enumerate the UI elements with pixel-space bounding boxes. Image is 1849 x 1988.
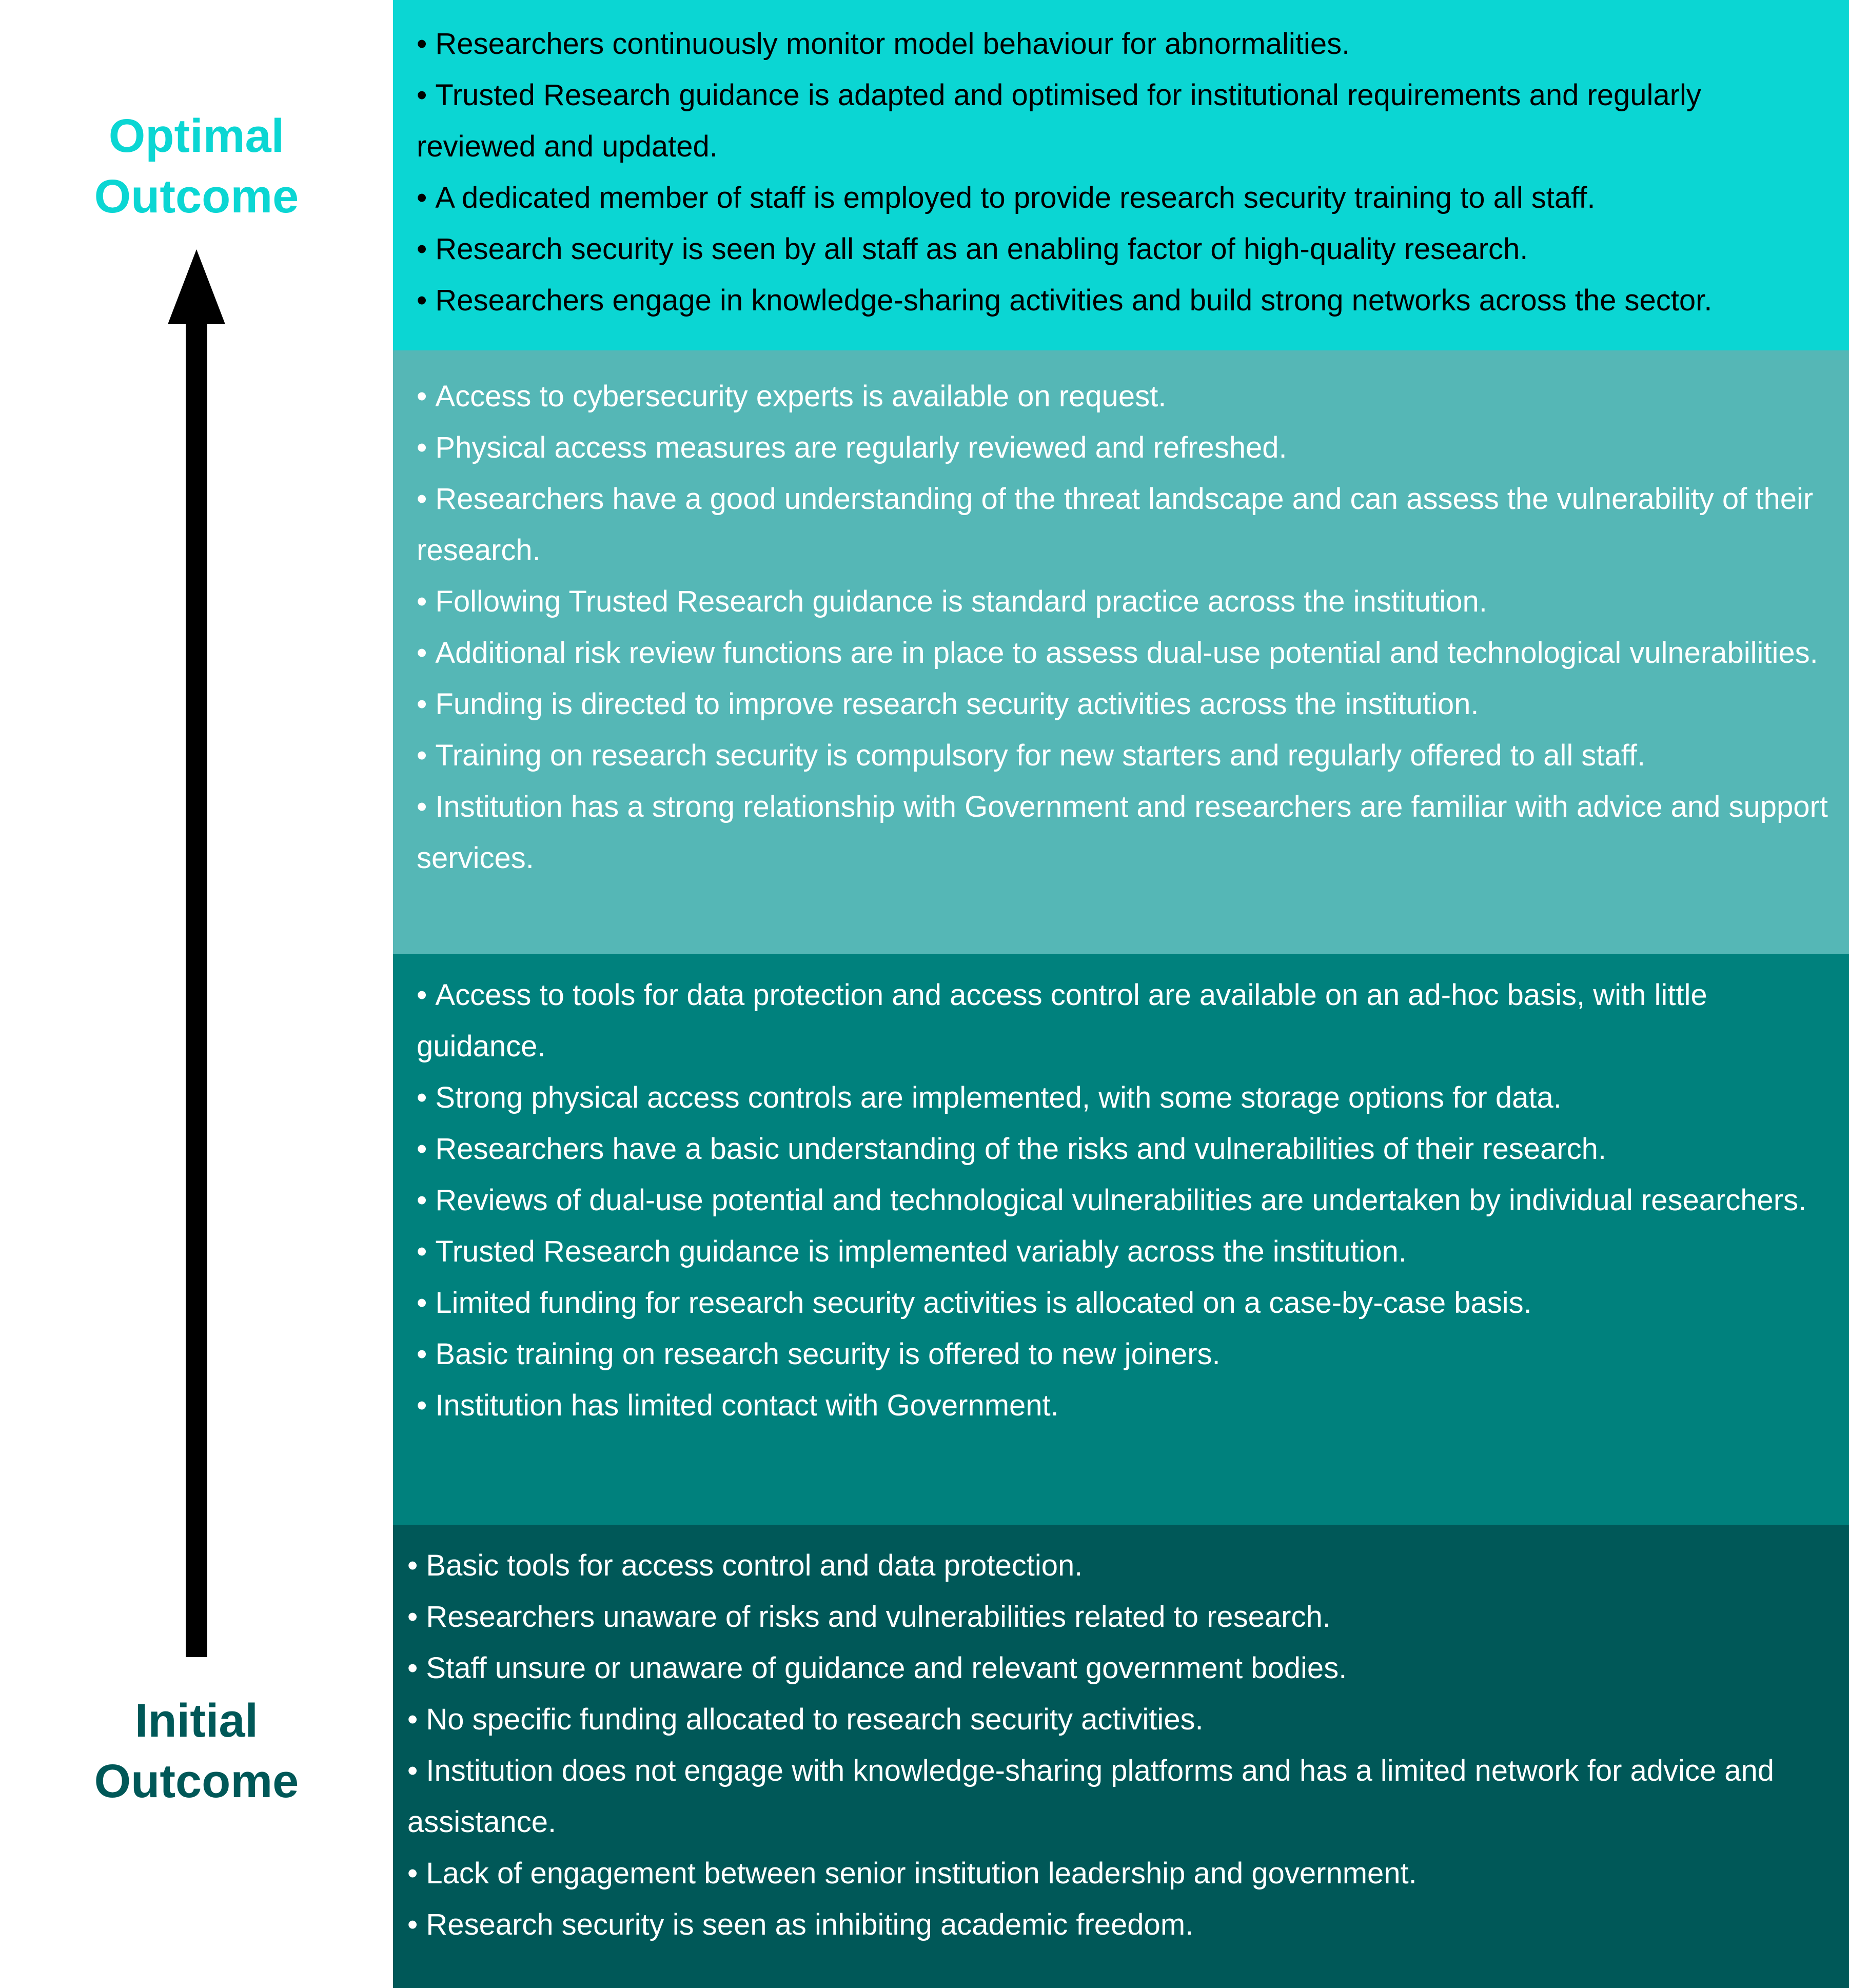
list-item: • Additional risk review functions are in place to assess dual-use potential and technological vulnerabilities.	[417, 627, 1828, 679]
list-item: • Funding is directed to improve research security activities across the institution.	[417, 679, 1828, 730]
arrow-shaft	[186, 318, 207, 1657]
list-item: • Limited funding for research security activities is allocated on a case-by-case basis.	[417, 1277, 1828, 1329]
tier-initial-list	[407, 1540, 1834, 1951]
list-item: • Researchers continuously monitor model behaviour for abnormalities.	[417, 18, 1828, 70]
list-item: • Access to tools for data protection and access control are available on an ad-hoc basis, with little guidance.	[417, 970, 1828, 1072]
tier-developing-list	[417, 970, 1828, 1431]
tier-developing	[393, 954, 1849, 1525]
list-item: • A dedicated member of staff is employed to provide research security training to all staff.	[417, 172, 1828, 224]
list-item: • Following Trusted Research guidance is standard practice across the institution.	[417, 576, 1828, 627]
list-item: • Basic training on research security is offered to new joiners.	[417, 1329, 1828, 1380]
tier-initial	[393, 1525, 1849, 1988]
maturity-tiers	[393, 0, 1849, 1988]
tier-optimal	[393, 0, 1849, 350]
arrow-head	[168, 249, 225, 324]
initial-outcome-label: Initial Outcome	[94, 1695, 299, 1807]
progression-arrow-icon	[0, 0, 393, 1988]
list-item: • Researchers have a good understanding of the threat landscape and can assess the vulnerability of their research.	[417, 474, 1828, 576]
list-item: • Access to cybersecurity experts is available on request.	[417, 371, 1828, 422]
tier-optimal-list	[417, 18, 1828, 326]
list-item: • Staff unsure or unaware of guidance and relevant government bodies.	[407, 1643, 1834, 1694]
list-item: • Strong physical access controls are implemented, with some storage options for data.	[417, 1072, 1828, 1124]
list-item: • No specific funding allocated to research security activities.	[407, 1694, 1834, 1745]
list-item: • Researchers unaware of risks and vulnerabilities related to research.	[407, 1591, 1834, 1643]
list-item: • Trusted Research guidance is adapted and optimised for institutional requirements and regularly reviewed and updated.	[417, 70, 1828, 172]
tier-advanced	[393, 350, 1849, 954]
list-item: • Institution has a strong relationship with Government and researchers are familiar with advice and support services.	[417, 781, 1828, 884]
optimal-outcome-label: Optimal Outcome	[94, 110, 299, 223]
list-item: • Researchers have a basic understanding of the risks and vulnerabilities of their research.	[417, 1124, 1828, 1175]
list-item: • Researchers engage in knowledge-sharing activities and build strong networks across the sector.	[417, 275, 1828, 326]
list-item: • Institution has limited contact with Government.	[417, 1380, 1828, 1431]
outcome-scale	[0, 0, 393, 1988]
list-item: • Institution does not engage with knowledge-sharing platforms and has a limited network for advice and assistance.	[407, 1745, 1834, 1848]
list-item: • Lack of engagement between senior institution leadership and government.	[407, 1848, 1834, 1899]
list-item: • Trusted Research guidance is implemented variably across the institution.	[417, 1226, 1828, 1277]
list-item: • Training on research security is compulsory for new starters and regularly offered to all staff.	[417, 730, 1828, 781]
list-item: • Physical access measures are regularly reviewed and refreshed.	[417, 422, 1828, 474]
tier-advanced-list	[417, 371, 1828, 884]
list-item: • Research security is seen as inhibiting academic freedom.	[407, 1899, 1834, 1951]
list-item: • Reviews of dual-use potential and technological vulnerabilities are undertaken by individual researchers.	[417, 1175, 1828, 1226]
list-item: • Research security is seen by all staff as an enabling factor of high-quality research.	[417, 224, 1828, 275]
list-item: • Basic tools for access control and data protection.	[407, 1540, 1834, 1591]
